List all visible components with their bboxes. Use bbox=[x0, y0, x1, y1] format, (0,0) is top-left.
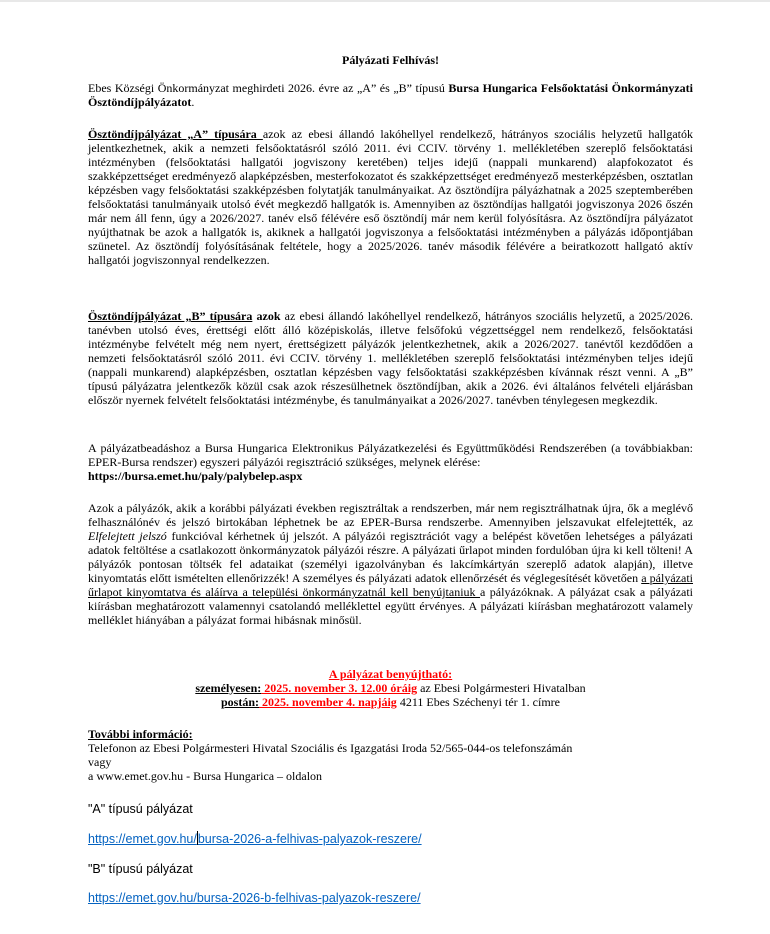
more-info-block: További információ: Telefonon az Ebesi Polgármesteri Hivatal Szociális és Igazgatási Iroda 52/565-044-os telefonszámán vagy a www.emet.gov.hu - Bursa Hungarica – oldalon bbox=[88, 727, 693, 783]
submission-block: A pályázat benyújtható: személyesen: 2025. november 3. 12.00 óráig az Ebesi Polgármesteri Hivatalban postán: 2025. november 4. napjáig 4211 Ebes Széchenyi tér 1. címre bbox=[88, 667, 693, 709]
link-a-url[interactable]: https://emet.gov.hu/bursa-2026-a-felhivas-palyazok-reszere/ bbox=[88, 832, 422, 846]
section-a-heading: Ösztöndíjpályázat „A” típusára bbox=[88, 127, 263, 141]
link-b-label: "B" típusú pályázat bbox=[88, 862, 193, 876]
link-b-url[interactable]: https://emet.gov.hu/bursa-2026-b-felhivas-palyazok-reszere/ bbox=[88, 891, 421, 905]
section-b-paragraph: Ösztöndíjpályázat „B” típusára azok az ebesi állandó lakóhellyel rendelkező, hátrányos szociális helyzetű, a 2025/2026. tanévben utolsó éves, érettségi előtt álló középiskolás, illetve felsőfokú végzettséggel nem rendelkező, felsőoktatási intézménybe felvételt még nem nyert, érettségizett pályázók jelentkezhetnek, akik a 2026/2027. tanévtől kezdődően a nemzeti felsőoktatásról szóló 2011. évi CCIV. törvény 1. mellékletében szereplő felsőoktatási intézményben teljes idejű (nappali munkarend) alapképzésben, osztatlan képzésben vagy felsőoktatási szakképzésben kívánnak részt venni. A „B” típusú pályázatra jelentkezők közül csak azok részesülhetnek ösztöndíjban, akik a 2026. évi általános felvételi eljárásban először nyernek felvételt felsőoktatási intézménybe, és tanulmányaikat a 2026/2027. tanévben ténylegesen megkezdik. bbox=[88, 309, 694, 407]
login-paragraph: Azok a pályázók, akik a korábbi pályázati években regisztráltak a rendszerben, már nem regisztrálhatnak újra, ők a meglévő felhasználónév és jelszó birtokában léphetnek be az EPER-Bursa rendszerbe. Amennyiben jelszavukat elfelejtették, az Elfelejtett jelszó funkcióval kérhetnek új jelszót. A pályázói regisztrációt vagy a belépést követően lehetséges a pályázati adatok feltöltése a csatlakozott önkormányzatok pályázói részre. A pályázati űrlapot minden fordulóban újra ki kell tölteni! A pályázók pontosan töltsék fel adataikat (személyi igazolványban és lakcímkártyán szereplő adatok alapján), illetve kinyomtatás előtt ismételten ellenőrizzék! A személyes és pályázati adatok ellenőrzését és véglegesítését követően a pályázati űrlapot kinyomtatva és aláírva a települési önkormányzatnál kell benyújtaniuk a pályázóknak. A pályázat csak a pályázati kiírásban meghatározott valamennyi csatolandó melléklettel együtt érvényes. A pályázati kiírásban meghatározott valamely melléklet hiányában a pályázat formai hibásnak minősül. bbox=[88, 501, 694, 627]
more-info-heading: További információ: bbox=[88, 727, 193, 741]
registration-paragraph: A pályázatbeadáshoz a Bursa Hungarica Elektronikus Pályázatkezelési és Együttműködési Rendszerében (a továbbiakban: EPER-Bursa rendszer) egyszeri pályázói regisztráció szükséges, melynek elérése: https://bursa.emet.hu/paly/palybelep.aspx bbox=[88, 441, 693, 483]
section-b-heading: Ösztöndíjpályázat „B” típusára bbox=[88, 309, 253, 323]
intro-paragraph: Ebes Községi Önkormányzat meghirdeti 2026. évre az „A” és „B” típusú Bursa Hungarica Felsőoktatási Önkormányzati Ösztöndíjpályázatot. bbox=[88, 81, 693, 109]
link-a-label: "A" típusú pályázat bbox=[88, 802, 193, 816]
personal-deadline: 2025. november 3. 12.00 óráig bbox=[261, 681, 418, 695]
page-title: Pályázati Felhívás! bbox=[342, 53, 439, 67]
registration-url[interactable]: https://bursa.emet.hu/paly/palybelep.aspx bbox=[88, 469, 303, 483]
link-a-row bbox=[88, 831, 693, 846]
postal-deadline: 2025. november 4. napjáig bbox=[259, 695, 397, 709]
program-name: Bursa Hungarica Felsőoktatási Önkormányzati Ösztöndíjpályázatot bbox=[88, 81, 693, 109]
window-top-edge bbox=[0, 0, 770, 2]
link-b-row bbox=[88, 891, 693, 905]
section-a-paragraph: Ösztöndíjpályázat „A” típusára azok az ebesi állandó lakóhellyel rendelkező, hátrányos szociális helyzetű hallgatók jelentkezhetnek, akik a nemzeti felsőoktatásról szóló 2011. évi CCIV. törvény 1. mellékletében szereplő felsőoktatási intézményben (felsőoktatási hallgatói jogviszony keretében) teljes idejű (nappali munkarend) alapfokozatot és szakképzettséget eredményező alapképzésben, mesterfokozatot és szakképzettséget eredményező mesterképzésben, osztatlan képzésben vagy felsőoktatási szakképzésben folytatják tanulmányaikat. Az ösztöndíjra pályázhatnak a 2025 szeptemberében felsőoktatási tanulmányaik utolsó évét megkezdő hallgatók is. Amennyiben az ösztöndíjas hallgatói jogviszonya 2026 őszén már nem áll fenn, úgy a 2026/2027. tanév első félévére eső ösztöndíj már nem kerül folyósításra. Az ösztöndíjra pályázatot nyújthatnak be azok a hallgatók is, akiknek a hallgatói jogviszonya a felsőoktatási intézményben a pályázás időpontjában szünetel. Az ösztöndíj folyósításának feltétele, hogy a 2025/2026. tanév második félévére a beiratkozott hallgató aktív hallgatói jogviszonnyal rendelkezzen. bbox=[88, 127, 693, 267]
submission-requirement: a pályázati űrlapot kinyomtatva és aláírva a települési önkormányzatnál kell benyújtaniuk bbox=[88, 571, 693, 599]
submission-heading: A pályázat benyújtható: bbox=[328, 667, 453, 681]
